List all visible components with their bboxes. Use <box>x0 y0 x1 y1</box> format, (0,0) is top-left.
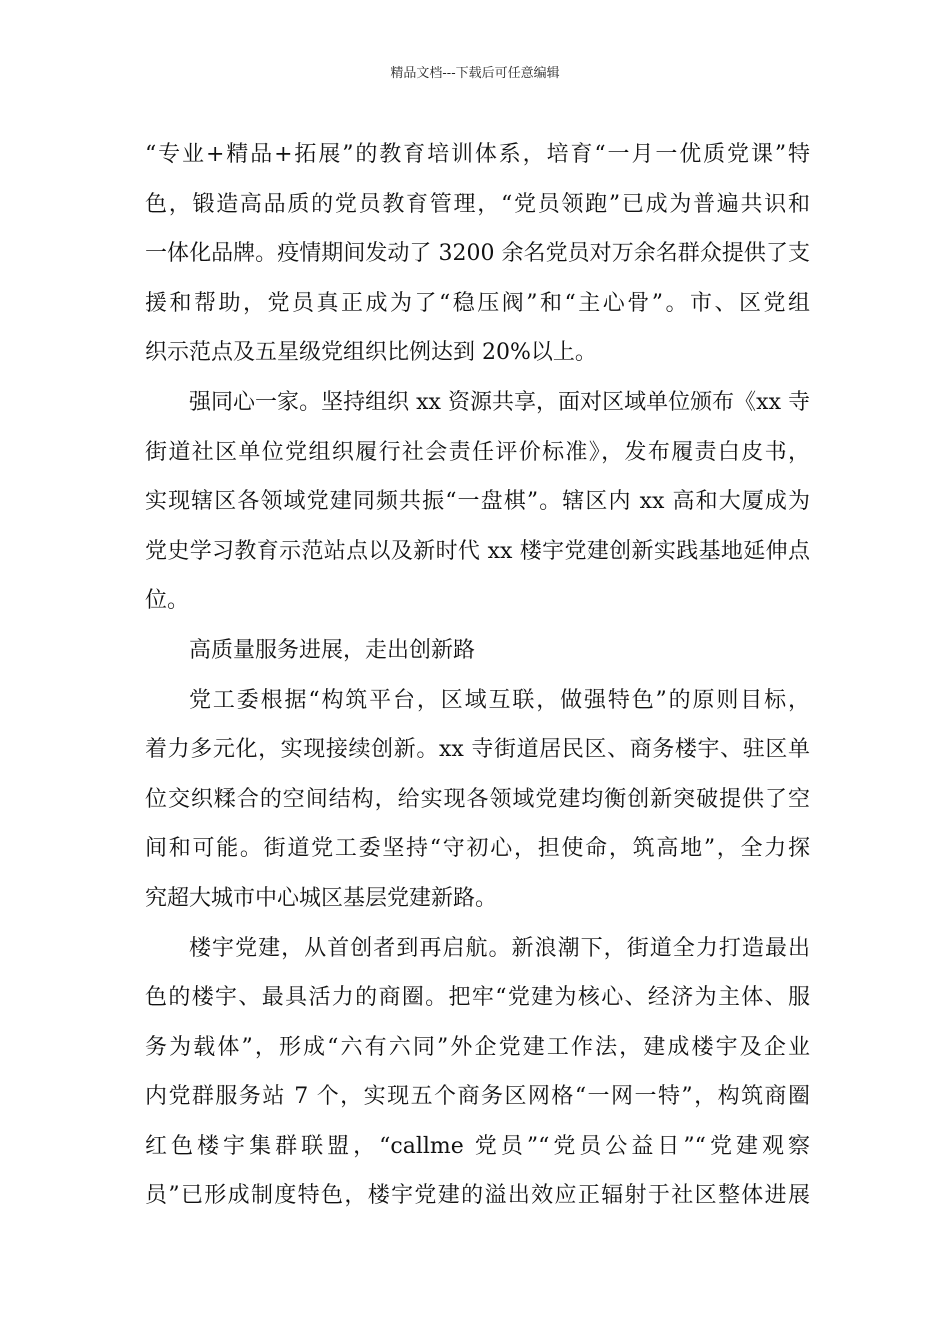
text-line: 街道社区单位党组织履行社会责任评价标准》，发布履责白皮书， <box>145 439 810 465</box>
page-header: 精品文档---下载后可任意编辑 <box>390 66 560 81</box>
text-line: 位交织糅合的空间结构，给实现各领域党建均衡创新突破提供了空 <box>145 786 810 812</box>
text-line: 援和帮助，党员真正成为了“稳压阀”和“主心骨”。市、区党组 <box>145 290 810 316</box>
text-line: 内党群服务站 7 个，实现五个商务区网格“一网一特”，构筑商圈 <box>145 1084 810 1110</box>
text-line: 究超大城市中心城区基层党建新路。 <box>145 885 498 911</box>
text-line: “专业+精品+拓展”的教育培训体系，培育“一月一优质党课”特 <box>145 142 810 167</box>
text-line: 色的楼宇、最具活力的商圈。把牢“党建为核心、经济为主体、服 <box>145 985 810 1011</box>
text-line: 实现辖区各领域党建同频共振“一盘棋”。辖区内 xx 高和大厦成为 <box>145 489 810 515</box>
paragraph-education-training <box>145 130 810 378</box>
text-line: 一体化品牌。疫情期间发动了 3200 余名党员对万余名群众提供了支 <box>145 241 810 267</box>
text-line: 强同心一家。坚持组织 xx 资源共享，面对区域单位颁布《xx 寺 <box>189 389 810 415</box>
text-line: 高质量服务进展，走出创新路 <box>189 637 476 663</box>
text-line: 党史学习教育示范站点以及新时代 xx 楼宇党建创新实践基地延伸点 <box>145 538 810 564</box>
text-line: 间和可能。街道党工委坚持“守初心，担使命，筑高地”，全力探 <box>145 836 810 862</box>
text-line: 着力多元化，实现接续创新。xx 寺街道居民区、商务楼宇、驻区单 <box>145 737 810 763</box>
text-line: 色，锻造高品质的党员教育管理，“党员领跑”已成为普遍共识和 <box>145 191 810 217</box>
section-heading <box>145 626 810 676</box>
document-body <box>145 130 810 1221</box>
text-line: 员”已形成制度特色，楼宇党建的溢出效应正辐射于社区整体进展 <box>145 1183 810 1209</box>
text-line: 务为载体”，形成“六有六同”外企党建工作法，建成楼宇及企业 <box>145 1034 810 1060</box>
text-line: 党工委根据“构筑平台，区域互联，做强特色”的原则目标， <box>189 687 810 713</box>
text-line: 楼宇党建，从首创者到再启航。新浪潮下，街道全力打造最出 <box>189 935 810 961</box>
paragraph-shared-resources <box>145 378 810 626</box>
paragraph-building-party <box>145 924 810 1222</box>
paragraph-party-working-committee <box>145 676 810 924</box>
text-line: 位。 <box>145 588 190 614</box>
text-line: 织示范点及五星级党组织比例达到 20%以上。 <box>145 340 597 366</box>
text-line: 红色楼宇集群联盟，“callme 党员”“党员公益日”“党建观察 <box>145 1133 810 1159</box>
